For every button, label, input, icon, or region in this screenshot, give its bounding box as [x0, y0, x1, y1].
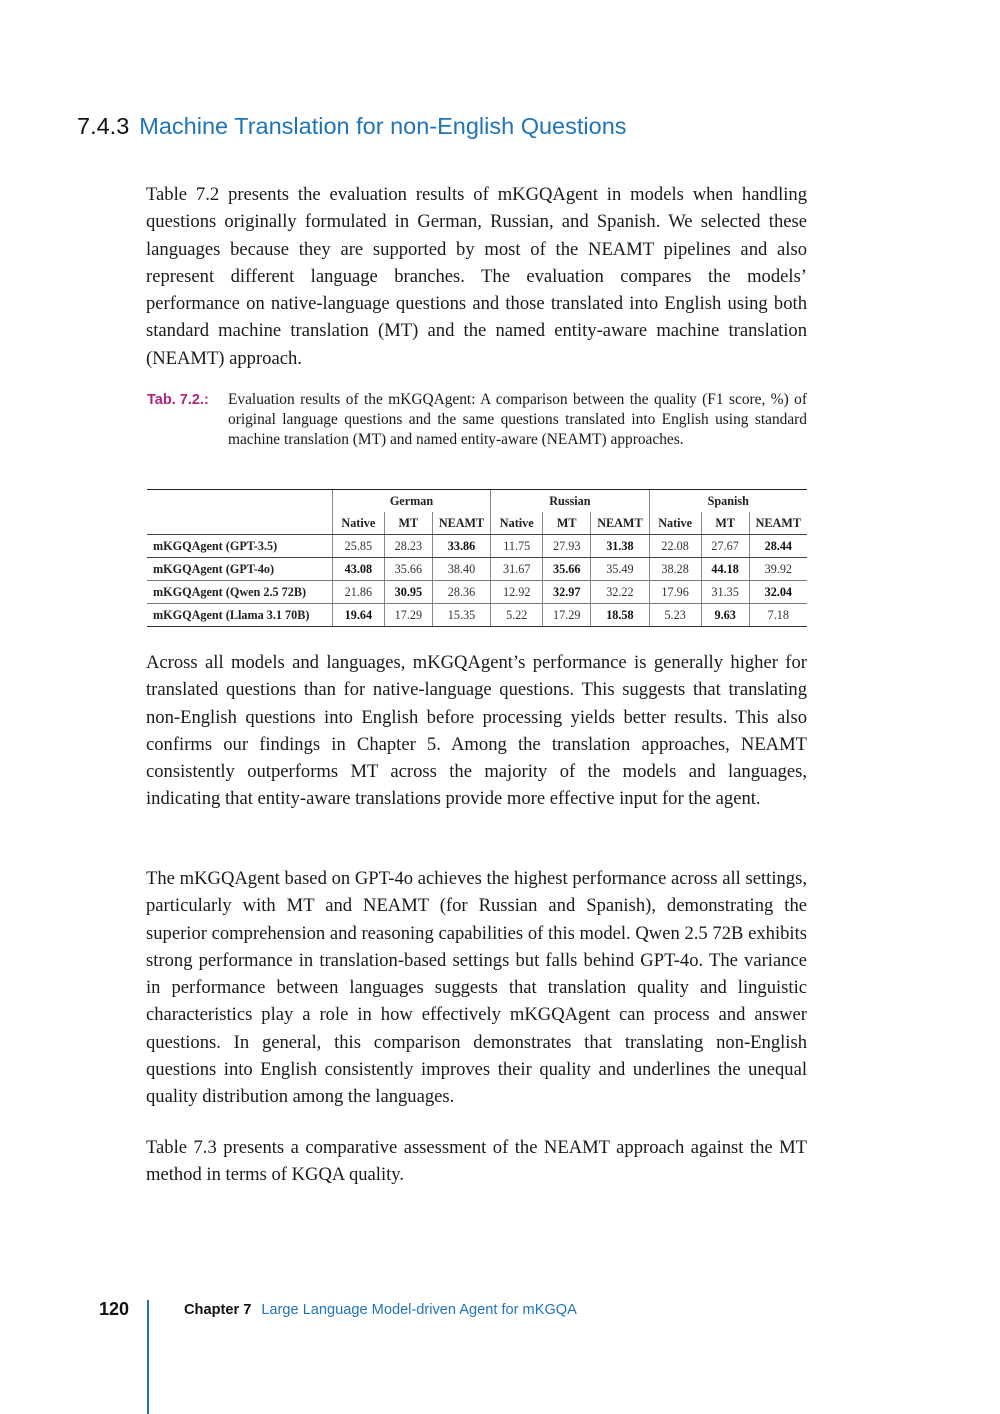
header-sub: Native — [332, 512, 384, 535]
table-row — [147, 604, 807, 627]
cell: 27.67 — [701, 535, 749, 558]
page-number: 120 — [99, 1299, 130, 1319]
cell: 21.86 — [332, 581, 384, 604]
cell: 31.67 — [491, 558, 543, 581]
row-model: mKGQAgent (GPT-4o) — [147, 558, 332, 581]
table-body — [147, 535, 807, 627]
cell: 7.18 — [749, 604, 807, 627]
cell: 32.97 — [543, 581, 591, 604]
header-sub: Native — [649, 512, 701, 535]
cell: 18.58 — [591, 604, 649, 627]
running-footer — [184, 1302, 577, 1318]
cell: 9.63 — [701, 604, 749, 627]
cell: 15.35 — [432, 604, 490, 627]
cell: 25.85 — [332, 535, 384, 558]
paragraph-next-table: Table 7.3 presents a comparative assessment of the NEAMT approach against the MT method in terms of KGQA quality. — [146, 1137, 807, 1186]
cell: 5.22 — [491, 604, 543, 627]
cell: 43.08 — [332, 558, 384, 581]
cell: 11.75 — [491, 535, 543, 558]
header-sub: MT — [701, 512, 749, 535]
cell: 17.96 — [649, 581, 701, 604]
header-sub: MT — [384, 512, 432, 535]
section-heading — [77, 113, 627, 140]
cell: 31.38 — [591, 535, 649, 558]
section-title: Machine Translation for non-English Questions — [139, 113, 627, 139]
cell: 35.66 — [543, 558, 591, 581]
cell: 17.29 — [384, 604, 432, 627]
row-model: mKGQAgent (Llama 3.1 70B) — [147, 604, 332, 627]
chapter-label: Chapter 7 — [184, 1302, 252, 1318]
caption-label: Tab. 7.2.: — [147, 392, 209, 408]
cell: 32.22 — [591, 581, 649, 604]
results-table — [147, 489, 807, 627]
paragraph-intro: Table 7.2 presents the evaluation results of mKGQAgent in models when handling questions originally formulated in German, Russian, and Spanish. We selected these languages because they are supported by most of the NEAMT pipelines and also represent different language branches. The evaluation compares the models’ performance on native-language questions and those translated into English using both standard machine translation (MT) and the named entity-aware machine translation (NEAMT) approach. — [146, 184, 807, 369]
section-number: 7.4.3 — [77, 113, 130, 139]
cell: 38.40 — [432, 558, 490, 581]
header-language-spanish: Spanish — [649, 490, 807, 513]
caption-text: Evaluation results of the mKGQAgent: A comparison between the quality (F1 score, %) of original language questions and the same questions translated into English using standard machine translation (MT) and named entity-aware (NEAMT) approaches. — [228, 391, 807, 449]
paragraph-analysis: Across all models and languages, mKGQAgent’s performance is generally higher for translated questions than for native-language questions. This suggests that translating non-English questions into English before processing yields better results. This also confirms our findings in Chapter 5. Among the translation approaches, NEAMT consistently outperforms MT across the majority of the models and languages, indicating that entity-aware translations provide more effective input for the agent. — [146, 652, 807, 810]
cell: 28.36 — [432, 581, 490, 604]
footer-divider — [147, 1300, 149, 1414]
cell: 27.93 — [543, 535, 591, 558]
table-corner — [147, 490, 332, 513]
table-row — [147, 535, 807, 558]
cell: 32.04 — [749, 581, 807, 604]
cell: 31.35 — [701, 581, 749, 604]
row-model: mKGQAgent (Qwen 2.5 72B) — [147, 581, 332, 604]
table-corner-sub — [147, 512, 332, 535]
header-language-german: German — [332, 490, 490, 513]
header-sub: MT — [543, 512, 591, 535]
cell: 44.18 — [701, 558, 749, 581]
cell: 17.29 — [543, 604, 591, 627]
header-sub: Native — [491, 512, 543, 535]
header-sub: NEAMT — [591, 512, 649, 535]
paragraph-model-comparison: The mKGQAgent based on GPT-4o achieves the highest performance across all settings, particularly with MT and NEAMT (for Russian and Spanish), demonstrating the superior comprehension and reasoning capabilities of this model. Qwen 2.5 72B exhibits strong performance in translation-based settings but falls behind GPT-4o. The variance in performance between languages suggests that translation quality and linguistic characteristics play a role in how effectively mKGQAgent can process and answer questions. In general, this comparison demonstrates that translating non-English questions into English consistently improves their quality and underlines the unequal quality distribution among the languages. — [146, 868, 807, 1108]
table-row — [147, 558, 807, 581]
table-row — [147, 581, 807, 604]
header-sub: NEAMT — [749, 512, 807, 535]
cell: 38.28 — [649, 558, 701, 581]
chapter-title: Large Language Model-driven Agent for mKGQA — [261, 1302, 577, 1318]
cell: 12.92 — [491, 581, 543, 604]
cell: 35.49 — [591, 558, 649, 581]
cell: 5.23 — [649, 604, 701, 627]
cell: 19.64 — [332, 604, 384, 627]
cell: 35.66 — [384, 558, 432, 581]
header-sub: NEAMT — [432, 512, 490, 535]
cell: 28.23 — [384, 535, 432, 558]
cell: 39.92 — [749, 558, 807, 581]
header-language-russian: Russian — [491, 490, 649, 513]
table-caption — [147, 390, 807, 451]
cell: 28.44 — [749, 535, 807, 558]
row-model: mKGQAgent (GPT-3.5) — [147, 535, 332, 558]
cell: 22.08 — [649, 535, 701, 558]
cell: 30.95 — [384, 581, 432, 604]
cell: 33.86 — [432, 535, 490, 558]
